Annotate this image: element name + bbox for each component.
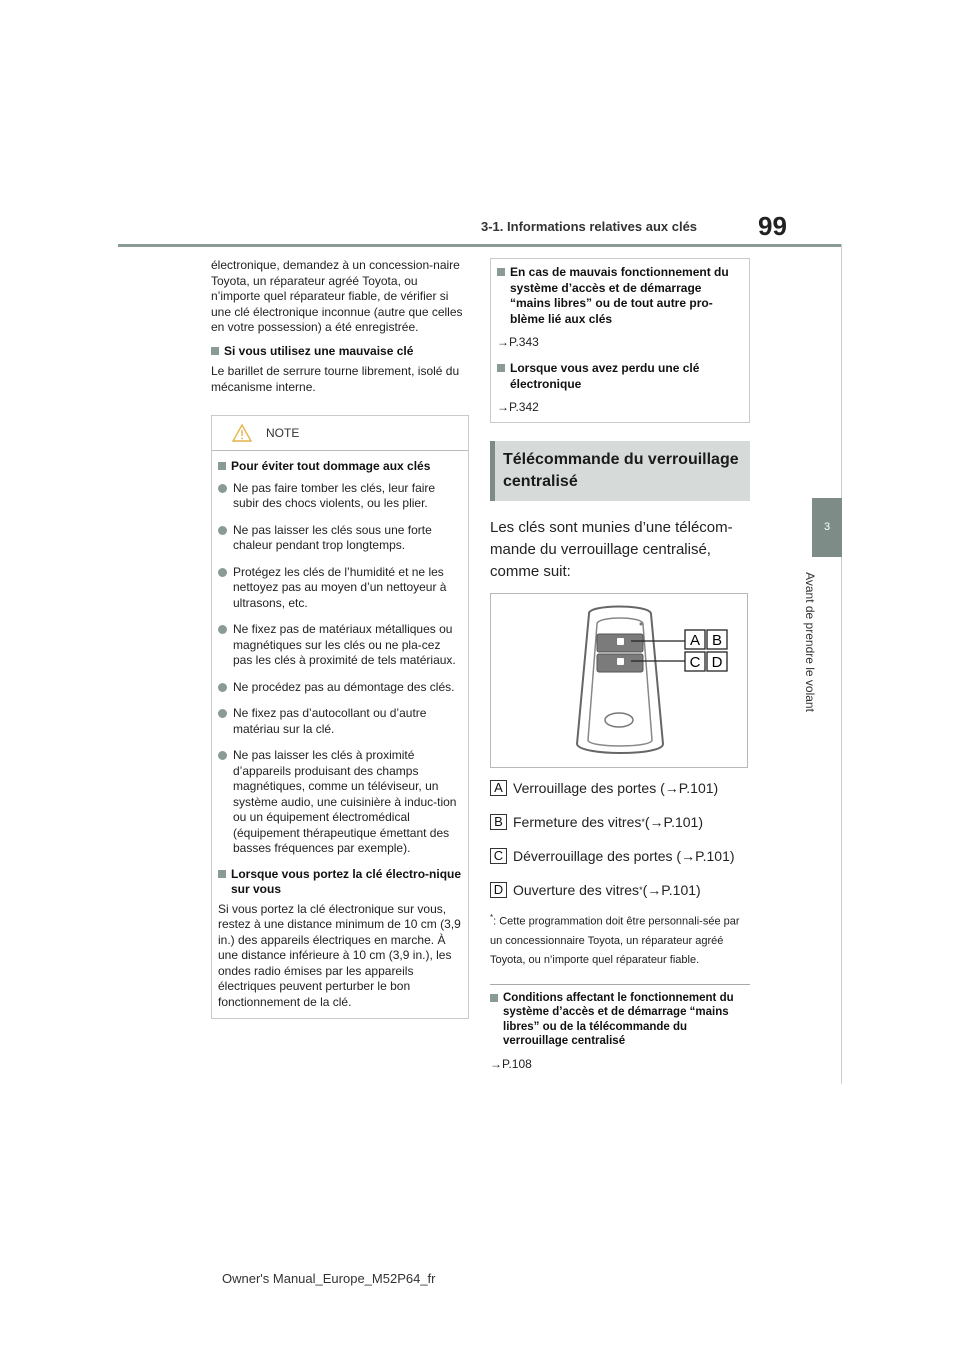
lost-key-heading: Lorsque vous avez perdu une clé électronique [497,361,743,392]
bullet-dot-icon [218,683,227,692]
right-column [490,258,750,1071]
label-item-b: B Fermeture des vitres * (→P.101) [490,814,750,830]
section-title: Télécommande du verrouillage centralisé [490,441,750,501]
note-bullet: Ne fixez pas de matériaux métalliques ou magnétiques sur les clés ou ne pla-cez pas les clés à proximité de tels matériaux. [218,622,462,669]
note-bullet: Ne pas laisser les clés sous une forte chaleur pendant trop longtemps. [218,523,462,554]
intro-text: électronique, demandez à un concession-naire Toyota, un réparateur agréé Toyota, ou n’importe quel réparateur fiable, de vérifier si une clé électronique inconnue (autre que celles en votre possession) a été enregistrée. [211,258,463,334]
lost-key-page-link[interactable]: →P.342 [497,400,539,414]
bullet-dot-icon [218,484,227,493]
label-item-d: D Ouverture des vitres * (→P.101) [490,882,750,898]
note-bullet: Ne fixez pas d’autocollant ou d’autre matériau sur la clé. [218,706,462,737]
label-item-c: C Déverrouillage des portes (→P.101) [490,848,750,864]
label-letter: A [490,780,507,796]
remote-key-illustration [491,594,747,767]
left-column [211,258,469,1019]
square-bullet-icon [218,462,226,470]
page-number: 99 [758,211,787,241]
bullet-dot-icon [218,526,227,535]
bullet-dot-icon [218,568,227,577]
label-item-a: A Verrouillage des portes (→P.101) [490,780,750,796]
damage-heading: Pour éviter tout dommage aux clés [218,459,462,475]
carry-text: Si vous portez la clé électronique sur vous, restez à une distance minimum de 10 cm (3,9 in.) des appareils électriques en marche. À une distance inférieure à 10 cm (3,9 in.), les ondes radio émises par les appareils électriques peuvent perturber le bon fonctionnement de la clé. [218,901,461,1009]
bullet-dot-icon [218,709,227,718]
wrong-key-heading: Si vous utilisez une mauvaise clé [211,344,469,360]
square-bullet-icon [497,364,505,372]
bullet-dot-icon [218,625,227,634]
figure-letter-a: A [689,632,701,649]
note-divider [212,450,468,451]
square-bullet-icon [490,994,498,1002]
square-bullet-icon [497,268,505,276]
chapter-title: Avant de prendre le volant [803,572,817,712]
label-letter: D [490,882,507,898]
malfunction-page-link[interactable]: →P.343 [497,335,539,349]
chapter-tab[interactable]: 3 [812,498,842,557]
footnote: *: Cette programmation doit être personnali-sée par un concessionnaire Toyota, un réparateur agréé Toyota, ou n’importe quel réparateur fiable. [490,913,740,966]
square-bullet-icon [218,870,226,878]
label-letter: B [490,814,507,830]
carry-heading: Lorsque vous portez la clé électro-nique sur vous [218,867,462,898]
wrong-key-text: Le barillet de serrure tourne librement, isolé du mécanisme interne. [211,364,460,394]
note-header [232,422,462,444]
note-bullet: Ne pas laisser les clés à proximité d’appareils produisant des champs magnétiques, comme un téléviseur, un système audio, une cuisinière à induc-tion ou un équipement électromédical (équipement thérapeutique émettant des basses fréquences par exemple). [218,748,462,857]
conditions-heading: Conditions affectant le fonctionnement du système d’accès et de démarrage “mains libres” ou de la télécommande du verrouillage centralisé [490,991,750,1049]
side-divider [841,244,842,1084]
figure-letter-c: C [689,654,701,671]
note-bullet: Ne pas faire tomber les clés, leur faire subir des chocs violents, ou les plier. [218,481,462,512]
malfunction-heading: En cas de mauvais fonctionnement du système d’accès et de démarrage “mains libres” ou de tout autre pro-blème lié aux clés [497,265,743,327]
note-bullet: Ne procédez pas au démontage des clés. [218,680,462,696]
info-box [490,258,750,423]
header-rule [118,244,841,247]
bullet-dot-icon [218,751,227,760]
note-label: NOTE [266,426,300,440]
note-bullet: Protégez les clés de l’humidité et ne les nettoyez pas au moyen d’un nettoyeur à ultrasons, etc. [218,565,462,612]
footer-manual-id: Owner's Manual_Europe_M52P64_fr [222,1271,436,1286]
warning-triangle-icon [232,424,252,442]
label-letter: C [490,848,507,864]
conditions-page-link[interactable]: →P.108 [490,1056,532,1071]
figure-letter-b: B [711,632,723,649]
footnote-divider [490,984,750,985]
square-bullet-icon [211,347,219,355]
remote-key-figure [490,593,748,768]
section-intro: Les clés sont munies d’une télécom-mande du verrouillage centralisé, comme suit: [490,519,733,580]
figure-letter-d: D [711,654,723,671]
header-section-title: 3-1. Informations relatives aux clés [481,219,698,234]
note-box [211,415,469,1019]
